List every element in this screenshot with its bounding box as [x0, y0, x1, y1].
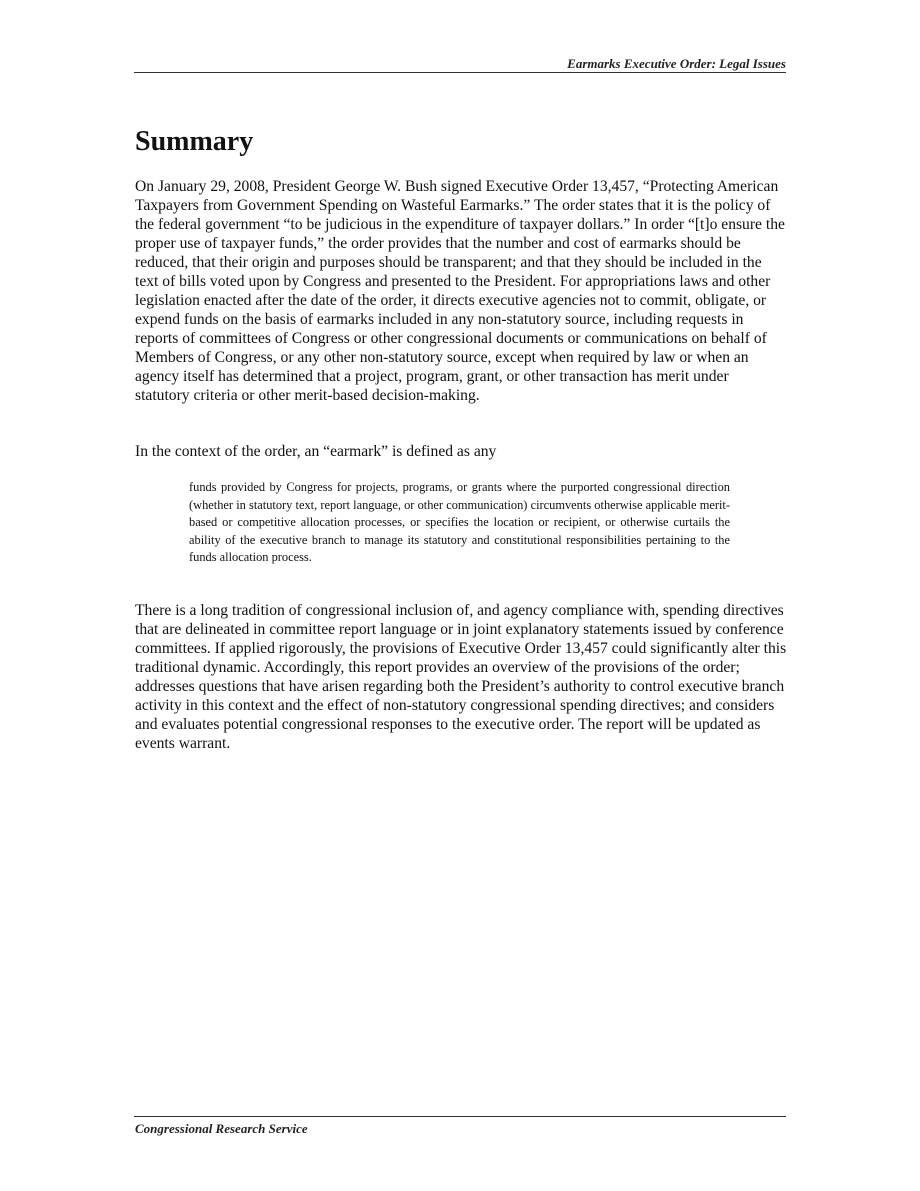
summary-paragraph-2: In the context of the order, an “earmark” is defined as any [135, 443, 497, 460]
page-title: Summary [135, 126, 254, 157]
footer-organization: Congressional Research Service [135, 1121, 308, 1136]
summary-paragraph-1: On January 29, 2008, President George W. Bush signed Executive Order 13,457, “Protecting American Taxpayers from Government Spending on Wasteful Earmarks.” The order states that it is the policy of the federal government “to be judicious in the expenditure of taxpayer dollars.” In order “[t]o ensure the proper use of taxpayer funds,” the order provides that the number and cost of earmarks should be reduced, that their origin and purposes should be transparent; and that they should be included in the text of bills voted upon by Congress and presented to the President. For appropriations laws and other legislation enacted after the date of the order, it directs executive agencies not to commit, obligate, or expend funds on the basis of earmarks included in any non-statutory source, including requests in reports of committees of Congress or other congressional documents or communications on behalf of Members of Congress, or any other non-statutory source, except when required by law or when an agency itself has determined that a project, program, grant, or other transaction has merit under statutory criteria or other merit-based decision-making. [135, 178, 785, 404]
summary-paragraph-3: There is a long tradition of congressional inclusion of, and agency compliance with, spending directives that are delineated in committee report language or in joint explanatory statements issued by conference committees. If applied rigorously, the provisions of Executive Order 13,457 could significantly alter this traditional dynamic. Accordingly, this report provides an overview of the provisions of the order; addresses questions that have arisen regarding both the President’s authority to control executive branch activity in this context and the effect of non-statutory congressional spending directives; and considers and evaluates potential congressional responses to the executive order. The report will be updated as events warrant. [135, 602, 787, 752]
earmark-definition-quote: funds provided by Congress for projects, programs, or grants where the purported congressional direction (whether in statutory text, report language, or other communication) circumvents otherwise applicable merit-based or competitive allocation processes, or specifies the location or recipient, or otherwise curtails the ability of the executive branch to manage its statutory and constitutional responsibilities pertaining to the funds allocation process. [189, 480, 730, 565]
running-footer [134, 1116, 786, 1136]
running-header [134, 54, 786, 73]
running-header-title: Earmarks Executive Order: Legal Issues [567, 56, 786, 71]
